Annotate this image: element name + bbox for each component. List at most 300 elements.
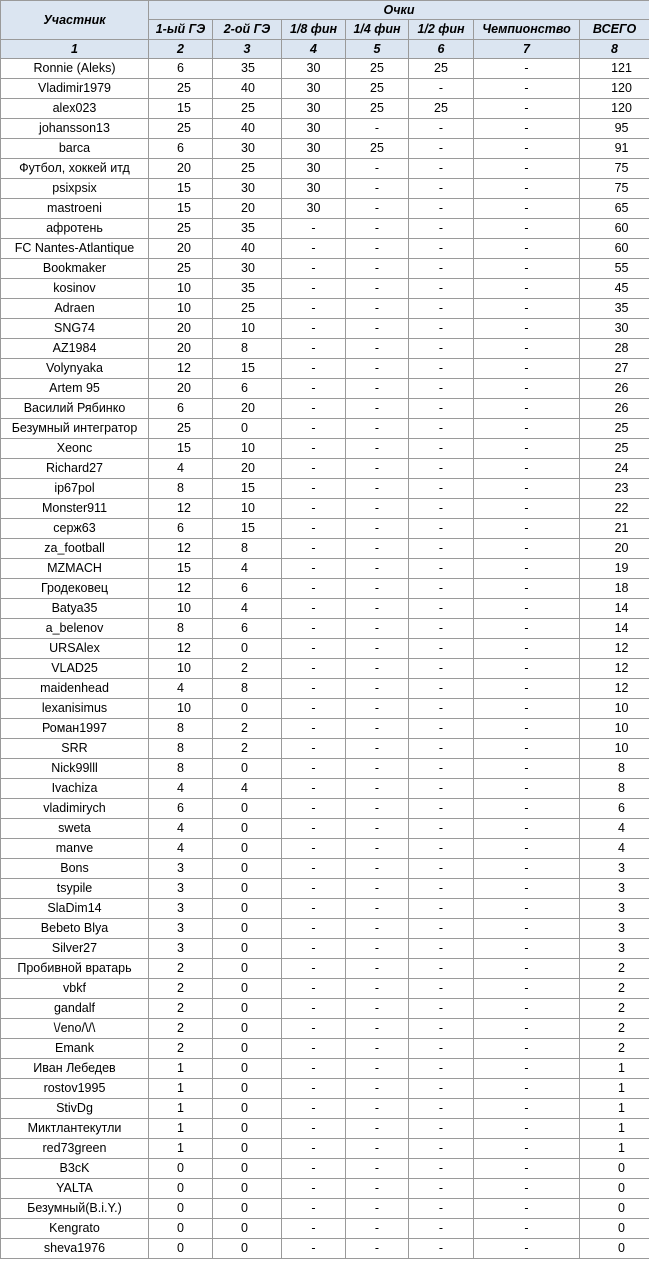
total-cell: 12 <box>580 679 649 699</box>
column-header: Чемпионство <box>474 20 580 40</box>
score-cell: 8 <box>213 339 282 359</box>
score-cell: - <box>409 439 474 459</box>
total-cell: 3 <box>580 919 649 939</box>
score-cell: 0 <box>213 959 282 979</box>
participant-name: johansson13 <box>1 119 149 139</box>
score-cell: 8 <box>149 719 213 739</box>
total-cell: 60 <box>580 219 649 239</box>
score-cell: 3 <box>149 939 213 959</box>
score-cell: - <box>282 919 346 939</box>
score-cell: - <box>346 239 409 259</box>
score-cell: - <box>409 759 474 779</box>
score-cell: 12 <box>149 359 213 379</box>
score-cell: - <box>346 1019 409 1039</box>
score-cell: - <box>346 1039 409 1059</box>
participant-name: Silver27 <box>1 939 149 959</box>
table-row <box>1 559 649 579</box>
score-cell: 3 <box>149 899 213 919</box>
score-cell: - <box>409 599 474 619</box>
table-row <box>1 259 649 279</box>
score-cell: - <box>474 499 580 519</box>
score-cell: - <box>282 819 346 839</box>
participant-name: Безумный(B.i.Y.) <box>1 1199 149 1219</box>
table-row <box>1 59 649 79</box>
total-cell: 25 <box>580 439 649 459</box>
table-row <box>1 639 649 659</box>
score-cell: 6 <box>149 139 213 159</box>
participant-name: Ronnie (Aleks) <box>1 59 149 79</box>
score-cell: - <box>409 379 474 399</box>
score-cell: - <box>409 999 474 1019</box>
participant-name: Ivachiza <box>1 779 149 799</box>
score-cell: 20 <box>149 159 213 179</box>
score-cell: - <box>282 679 346 699</box>
participant-name: VLAD25 <box>1 659 149 679</box>
table-row <box>1 799 649 819</box>
score-cell: - <box>474 1199 580 1219</box>
participant-name: za_football <box>1 539 149 559</box>
total-cell: 18 <box>580 579 649 599</box>
score-cell: 10 <box>213 439 282 459</box>
score-cell: - <box>282 739 346 759</box>
total-cell: 60 <box>580 239 649 259</box>
score-cell: - <box>474 559 580 579</box>
table-row <box>1 359 649 379</box>
score-cell: - <box>346 759 409 779</box>
score-cell: - <box>346 1219 409 1239</box>
score-cell: - <box>409 1199 474 1219</box>
participant-name: maidenhead <box>1 679 149 699</box>
score-cell: - <box>474 719 580 739</box>
score-cell: 15 <box>213 519 282 539</box>
table-row <box>1 279 649 299</box>
score-cell: 15 <box>149 199 213 219</box>
score-cell: - <box>409 1159 474 1179</box>
score-cell: 10 <box>213 499 282 519</box>
score-cell: - <box>346 859 409 879</box>
score-cell: - <box>474 319 580 339</box>
score-cell: 2 <box>149 999 213 1019</box>
score-cell: - <box>474 219 580 239</box>
score-cell: 20 <box>149 379 213 399</box>
table-row <box>1 419 649 439</box>
score-cell: 0 <box>213 759 282 779</box>
participant-name: vladimirych <box>1 799 149 819</box>
score-cell: - <box>409 79 474 99</box>
score-cell: 0 <box>213 1059 282 1079</box>
total-cell: 2 <box>580 979 649 999</box>
score-cell: 4 <box>149 459 213 479</box>
score-cell: - <box>409 299 474 319</box>
score-cell: 20 <box>213 399 282 419</box>
score-cell: - <box>282 799 346 819</box>
score-cell: 30 <box>213 259 282 279</box>
total-cell: 28 <box>580 339 649 359</box>
score-cell: - <box>474 419 580 439</box>
score-cell: 35 <box>213 59 282 79</box>
total-cell: 3 <box>580 939 649 959</box>
table-row <box>1 459 649 479</box>
score-cell: - <box>346 259 409 279</box>
score-cell: - <box>282 519 346 539</box>
participant-name: a_belenov <box>1 619 149 639</box>
table-row <box>1 139 649 159</box>
total-cell: 121 <box>580 59 649 79</box>
score-cell: 6 <box>149 59 213 79</box>
table-row <box>1 479 649 499</box>
score-cell: 0 <box>213 979 282 999</box>
score-cell: - <box>409 819 474 839</box>
score-cell: 20 <box>149 339 213 359</box>
total-cell: 4 <box>580 819 649 839</box>
score-cell: 1 <box>149 1119 213 1139</box>
score-cell: - <box>282 239 346 259</box>
score-cell: - <box>409 259 474 279</box>
score-cell: - <box>474 479 580 499</box>
score-cell: - <box>474 959 580 979</box>
score-cell: - <box>409 219 474 239</box>
score-cell: - <box>346 999 409 1019</box>
score-cell: 0 <box>213 799 282 819</box>
score-cell: - <box>346 159 409 179</box>
score-cell: - <box>346 479 409 499</box>
score-cell: 10 <box>149 279 213 299</box>
column-header: ВСЕГО <box>580 20 649 40</box>
score-cell: 20 <box>149 239 213 259</box>
column-number: 2 <box>149 40 213 59</box>
score-cell: - <box>474 839 580 859</box>
score-cell: - <box>409 199 474 219</box>
score-cell: - <box>346 299 409 319</box>
table-row <box>1 319 649 339</box>
score-cell: 0 <box>213 899 282 919</box>
participant-name: серж63 <box>1 519 149 539</box>
table-row <box>1 499 649 519</box>
score-cell: 10 <box>149 659 213 679</box>
score-cell: 6 <box>213 619 282 639</box>
score-cell: 4 <box>213 599 282 619</box>
score-cell: - <box>474 879 580 899</box>
score-cell: - <box>474 939 580 959</box>
column-number: 7 <box>474 40 580 59</box>
participant-name: alex023 <box>1 99 149 119</box>
total-cell: 3 <box>580 899 649 919</box>
score-cell: - <box>346 1199 409 1219</box>
table-row <box>1 1179 649 1199</box>
score-cell: 30 <box>282 179 346 199</box>
score-cell: 30 <box>282 199 346 219</box>
total-cell: 35 <box>580 299 649 319</box>
score-cell: 2 <box>149 1039 213 1059</box>
score-cell: 1 <box>149 1099 213 1119</box>
score-cell: 25 <box>149 219 213 239</box>
score-cell: 2 <box>149 979 213 999</box>
participant-name: sheva1976 <box>1 1239 149 1259</box>
score-cell: - <box>282 1139 346 1159</box>
score-cell: - <box>346 779 409 799</box>
score-cell: - <box>346 519 409 539</box>
score-cell: 15 <box>149 439 213 459</box>
table-row <box>1 1039 649 1059</box>
score-cell: 30 <box>282 139 346 159</box>
participant-name: Richard27 <box>1 459 149 479</box>
score-cell: 0 <box>213 999 282 1019</box>
score-cell: - <box>409 1179 474 1199</box>
total-cell: 55 <box>580 259 649 279</box>
total-cell: 0 <box>580 1239 649 1259</box>
score-cell: - <box>409 779 474 799</box>
score-cell: 40 <box>213 79 282 99</box>
score-cell: 0 <box>213 839 282 859</box>
participant-name: MZMACH <box>1 559 149 579</box>
score-cell: 0 <box>149 1219 213 1239</box>
participant-name: Xeonc <box>1 439 149 459</box>
score-cell: - <box>474 639 580 659</box>
score-cell: - <box>282 359 346 379</box>
score-cell: - <box>409 579 474 599</box>
score-cell: 30 <box>213 179 282 199</box>
total-cell: 10 <box>580 719 649 739</box>
score-cell: - <box>282 1159 346 1179</box>
score-cell: 25 <box>149 79 213 99</box>
score-cell: - <box>282 379 346 399</box>
score-cell: 0 <box>213 1139 282 1159</box>
score-cell: - <box>346 559 409 579</box>
score-cell: - <box>346 219 409 239</box>
score-cell: 0 <box>213 1019 282 1039</box>
score-cell: - <box>474 599 580 619</box>
score-cell: 25 <box>149 419 213 439</box>
score-cell: - <box>282 1239 346 1259</box>
table-row <box>1 899 649 919</box>
score-cell: - <box>474 619 580 639</box>
score-cell: - <box>474 359 580 379</box>
score-cell: - <box>409 939 474 959</box>
column-number: 4 <box>282 40 346 59</box>
total-cell: 30 <box>580 319 649 339</box>
score-cell: 4 <box>149 819 213 839</box>
score-cell: 8 <box>149 759 213 779</box>
score-cell: - <box>282 339 346 359</box>
points-header: Очки <box>149 1 649 20</box>
column-header: 1/8 фин <box>282 20 346 40</box>
table-row <box>1 439 649 459</box>
score-cell: 4 <box>213 779 282 799</box>
score-cell: - <box>346 979 409 999</box>
score-cell: - <box>409 319 474 339</box>
score-cell: - <box>409 619 474 639</box>
participant-name: Bookmaker <box>1 259 149 279</box>
score-cell: 30 <box>282 99 346 119</box>
score-cell: - <box>474 259 580 279</box>
score-cell: - <box>346 399 409 419</box>
score-cell: - <box>346 199 409 219</box>
table-row <box>1 1219 649 1239</box>
score-cell: - <box>282 539 346 559</box>
table-row <box>1 1079 649 1099</box>
score-cell: 1 <box>149 1139 213 1159</box>
score-cell: 25 <box>409 99 474 119</box>
score-cell: - <box>474 379 580 399</box>
column-number: 3 <box>213 40 282 59</box>
total-cell: 3 <box>580 859 649 879</box>
score-cell: 0 <box>213 1219 282 1239</box>
participant-name: Пробивной вратарь <box>1 959 149 979</box>
score-cell: 10 <box>149 699 213 719</box>
score-cell: - <box>346 619 409 639</box>
table-row <box>1 1119 649 1139</box>
score-cell: - <box>346 1119 409 1139</box>
score-cell: 4 <box>149 839 213 859</box>
score-cell: - <box>346 719 409 739</box>
score-cell: 10 <box>149 299 213 319</box>
table-row <box>1 779 649 799</box>
score-cell: - <box>282 619 346 639</box>
participant-name: FC Nantes-Atlantique <box>1 239 149 259</box>
total-cell: 120 <box>580 99 649 119</box>
score-cell: - <box>282 779 346 799</box>
score-cell: - <box>346 459 409 479</box>
score-cell: 0 <box>213 1199 282 1219</box>
score-cell: - <box>346 1159 409 1179</box>
table-row <box>1 679 649 699</box>
score-cell: 25 <box>346 79 409 99</box>
participant-name: Volynyaka <box>1 359 149 379</box>
score-cell: - <box>346 839 409 859</box>
score-cell: - <box>282 1099 346 1119</box>
score-cell: - <box>346 119 409 139</box>
total-cell: 24 <box>580 459 649 479</box>
score-cell: 25 <box>346 139 409 159</box>
score-cell: - <box>474 299 580 319</box>
table-row <box>1 699 649 719</box>
score-cell: - <box>474 1099 580 1119</box>
total-cell: 10 <box>580 739 649 759</box>
score-cell: - <box>282 1219 346 1239</box>
score-cell: 2 <box>149 1019 213 1039</box>
participant-name: mastroeni <box>1 199 149 219</box>
score-cell: - <box>346 1239 409 1259</box>
table-row <box>1 179 649 199</box>
table-row <box>1 199 649 219</box>
score-cell: - <box>409 699 474 719</box>
total-cell: 10 <box>580 699 649 719</box>
participant-name: barca <box>1 139 149 159</box>
score-cell: - <box>282 959 346 979</box>
score-cell: - <box>409 739 474 759</box>
score-cell: 0 <box>213 1039 282 1059</box>
total-cell: 95 <box>580 119 649 139</box>
column-header: 1-ый ГЭ <box>149 20 213 40</box>
score-cell: 4 <box>149 679 213 699</box>
participant-name: URSAlex <box>1 639 149 659</box>
score-cell: - <box>282 579 346 599</box>
score-cell: - <box>474 1079 580 1099</box>
score-cell: - <box>282 859 346 879</box>
score-cell: - <box>346 959 409 979</box>
score-cell: - <box>346 1079 409 1099</box>
score-cell: - <box>409 1099 474 1119</box>
score-cell: 0 <box>213 639 282 659</box>
score-cell: - <box>474 859 580 879</box>
score-cell: 12 <box>149 539 213 559</box>
score-cell: - <box>409 1119 474 1139</box>
score-cell: 25 <box>149 119 213 139</box>
total-cell: 45 <box>580 279 649 299</box>
score-cell: - <box>346 379 409 399</box>
total-cell: 26 <box>580 379 649 399</box>
score-cell: 3 <box>149 919 213 939</box>
score-cell: 8 <box>149 619 213 639</box>
participant-name: AZ1984 <box>1 339 149 359</box>
score-cell: - <box>409 179 474 199</box>
total-cell: 19 <box>580 559 649 579</box>
score-cell: - <box>346 1179 409 1199</box>
score-cell: - <box>474 339 580 359</box>
score-cell: 0 <box>213 1079 282 1099</box>
score-cell: - <box>409 639 474 659</box>
score-cell: - <box>474 1019 580 1039</box>
score-cell: - <box>474 579 580 599</box>
participant-name: Emank <box>1 1039 149 1059</box>
total-cell: 27 <box>580 359 649 379</box>
score-cell: 0 <box>149 1239 213 1259</box>
score-cell: 6 <box>149 519 213 539</box>
score-cell: 25 <box>213 299 282 319</box>
score-cell: 8 <box>149 739 213 759</box>
score-cell: 10 <box>149 599 213 619</box>
score-cell: - <box>346 419 409 439</box>
total-cell: 2 <box>580 1039 649 1059</box>
participant-name: kosinov <box>1 279 149 299</box>
participant-name: Иван Лебедев <box>1 1059 149 1079</box>
total-cell: 3 <box>580 879 649 899</box>
score-cell: - <box>409 119 474 139</box>
score-cell: - <box>409 1059 474 1079</box>
score-cell: - <box>282 759 346 779</box>
column-number: 5 <box>346 40 409 59</box>
participant-name: ip67pol <box>1 479 149 499</box>
participant-name: psixpsix <box>1 179 149 199</box>
score-cell: - <box>409 879 474 899</box>
score-cell: 0 <box>213 879 282 899</box>
score-cell: - <box>409 1239 474 1259</box>
score-cell: - <box>346 179 409 199</box>
table-row <box>1 539 649 559</box>
score-cell: 6 <box>149 399 213 419</box>
score-cell: - <box>474 899 580 919</box>
score-cell: 20 <box>149 319 213 339</box>
score-cell: 1 <box>149 1059 213 1079</box>
score-cell: - <box>409 859 474 879</box>
table-row <box>1 659 649 679</box>
total-cell: 26 <box>580 399 649 419</box>
score-cell: - <box>474 679 580 699</box>
score-cell: 2 <box>213 659 282 679</box>
score-cell: - <box>474 1059 580 1079</box>
score-cell: 6 <box>213 379 282 399</box>
score-cell: 8 <box>213 679 282 699</box>
table-row <box>1 739 649 759</box>
score-cell: - <box>282 479 346 499</box>
score-cell: - <box>346 739 409 759</box>
score-cell: - <box>346 699 409 719</box>
score-cell: - <box>409 1039 474 1059</box>
table-row <box>1 999 649 1019</box>
score-cell: - <box>474 919 580 939</box>
participant-name: Миктлантекутли <box>1 1119 149 1139</box>
total-cell: 23 <box>580 479 649 499</box>
